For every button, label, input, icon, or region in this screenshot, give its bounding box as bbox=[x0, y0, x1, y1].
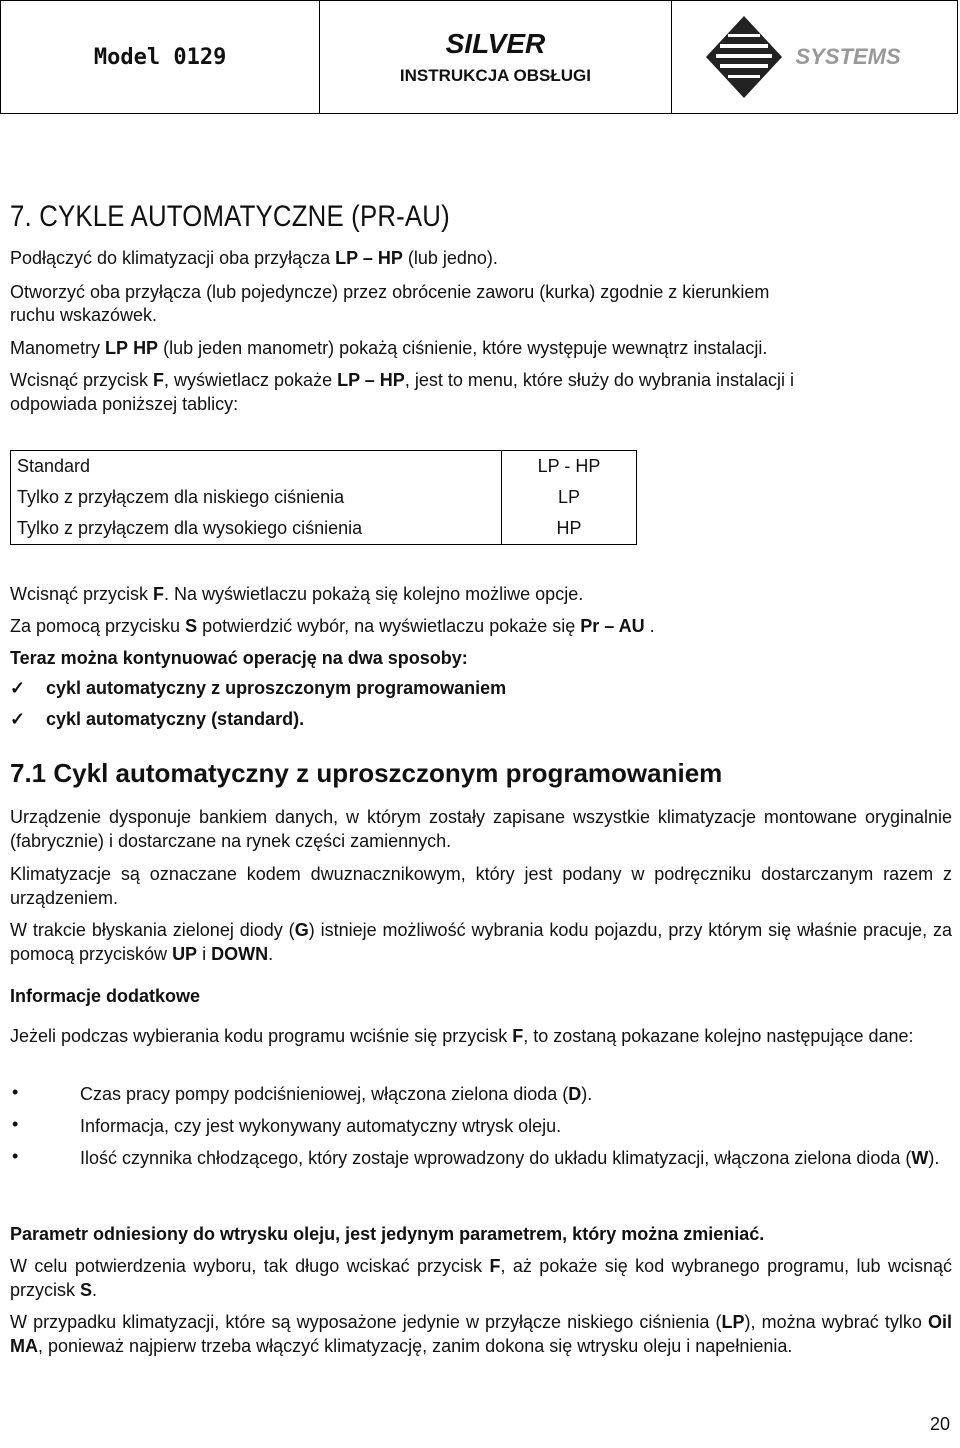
paragraph-manometers: Manometry LP HP (lub jeden manometr) pokażą ciśnienie, które występuje wewnątrz instalacji. bbox=[10, 338, 768, 358]
bullet-icon: • bbox=[12, 1146, 19, 1166]
header-title-cell bbox=[320, 1, 671, 113]
paragraph-open-line-2: ruchu wskazówek. bbox=[10, 305, 158, 325]
paragraph-press-f-options: Wcisnąć przycisk F. Na wyświetlaczu pokażą się kolejno możliwe opcje. bbox=[10, 584, 584, 604]
paragraph-database: Urządzenie dysponuje bankiem danych, w którym zostały zapisane wszystkie klimatyzacje montowane oryginalnie (fabrycznie) i dostarczane na rynek części zamiennych. bbox=[10, 807, 952, 851]
paragraph-oil-parameter: Parametr odniesiony do wtrysku oleju, jest jedynym parametrem, który można zmieniać. bbox=[10, 1224, 765, 1244]
paragraph-confirm-choice: W celu potwierdzenia wyboru, tak długo wciskać przycisk F, aż pokaże się kod wybranego programu, lub wcisnąć przycisk S. bbox=[10, 1256, 952, 1300]
paragraph-press-f-line-2: odpowiada poniższej tablicy: bbox=[10, 394, 239, 414]
paragraph-press-f-line-1: Wcisnąć przycisk F, wyświetlacz pokaże LP – HP, jest to menu, które służy do wybrania instalacji i bbox=[10, 370, 794, 390]
paragraph-two-ways: Teraz można kontynuować operację na dwa sposoby: bbox=[10, 648, 468, 668]
checkmark-icon: ✓ bbox=[10, 678, 26, 698]
table-cell: HP bbox=[502, 513, 637, 545]
paragraph-confirm-s: Za pomocą przycisku S potwierdzić wybór, na wyświetlaczu pokaże się Pr – AU . bbox=[10, 616, 655, 636]
list-item: Ilość czynnika chłodzącego, który zostaje wprowadzony do układu klimatyzacji, włączona zielona dioda (W). bbox=[80, 1148, 940, 1168]
section-7-1-heading: 7.1 Cykl automatyczny z uproszczonym programowaniem bbox=[10, 758, 723, 788]
table-cell: Tylko z przyłączem dla wysokiego ciśnienia bbox=[11, 513, 502, 545]
check-item: ✓ cykl automatyczny (standard). bbox=[10, 709, 305, 729]
company-logo-icon bbox=[702, 12, 786, 102]
table-cell: LP - HP bbox=[502, 451, 637, 483]
paragraph-lp-only: W przypadku klimatyzacji, które są wyposażone jedynie w przyłącze niskiego ciśnienia (LP), można wybrać tylko Oil MA, ponieważ najpierw trzeba włączyć klimatyzację, zanim dokona się wtrysku oleju i napełnienia. bbox=[10, 1312, 952, 1356]
table-row bbox=[11, 513, 637, 545]
list-item: Informacja, czy jest wykonywany automatyczny wtrysk oleju. bbox=[80, 1116, 562, 1136]
table-cell: LP bbox=[502, 482, 637, 513]
page-number: 20 bbox=[929, 1414, 950, 1434]
brand-title: SILVER bbox=[445, 28, 546, 59]
paragraph-connect: Podłączyć do klimatyzacji oba przyłącza LP – HP (lub jedno). bbox=[10, 248, 498, 268]
list-item: Czas pracy pompy podciśnieniowej, włączona zielona dioda (D). bbox=[80, 1084, 593, 1104]
logo-text: SYSTEMS bbox=[795, 44, 901, 69]
bullet-icon: • bbox=[12, 1082, 19, 1102]
info-heading: Informacje dodatkowe bbox=[10, 986, 201, 1006]
header-logo-cell bbox=[672, 1, 957, 113]
header-model-cell bbox=[1, 1, 320, 113]
check-item: ✓ cykl automatyczny z uproszczonym programowaniem bbox=[10, 678, 507, 698]
paragraph-green-diode: W trakcie błyskania zielonej diody (G) istnieje możliwość wybrania kodu pojazdu, przy którym się właśnie pracuje, za pomocą przycisków UP i DOWN. bbox=[10, 920, 952, 964]
page-header bbox=[0, 0, 958, 114]
manual-subtitle: INSTRUKCJA OBSŁUGI bbox=[399, 66, 591, 85]
table-cell: Tylko z przyłączem dla niskiego ciśnienia bbox=[11, 482, 502, 513]
section-7-heading: 7. CYKLE AUTOMATYCZNE (PR-AU) bbox=[10, 200, 450, 233]
paragraph-codes: Klimatyzacje są oznaczane kodem dwuznacznikowym, który jest podany w podręczniku dostarczanym razem z urządzeniem. bbox=[10, 864, 952, 908]
checkmark-icon: ✓ bbox=[10, 709, 26, 729]
installation-table bbox=[10, 450, 637, 545]
table-cell: Standard bbox=[11, 451, 502, 483]
model-label: Model 0129 bbox=[93, 44, 227, 70]
table-row bbox=[11, 451, 637, 483]
paragraph-open-line-1: Otworzyć oba przyłącza (lub pojedyncze) przez obrócenie zaworu (kurka) zgodnie z kierunkiem bbox=[10, 282, 770, 302]
paragraph-program-code: Jeżeli podczas wybierania kodu programu wciśnie się przycisk F, to zostaną pokazane kolejno następujące dane: bbox=[10, 1026, 914, 1046]
bullet-icon: • bbox=[12, 1114, 19, 1134]
table-row bbox=[11, 482, 637, 513]
